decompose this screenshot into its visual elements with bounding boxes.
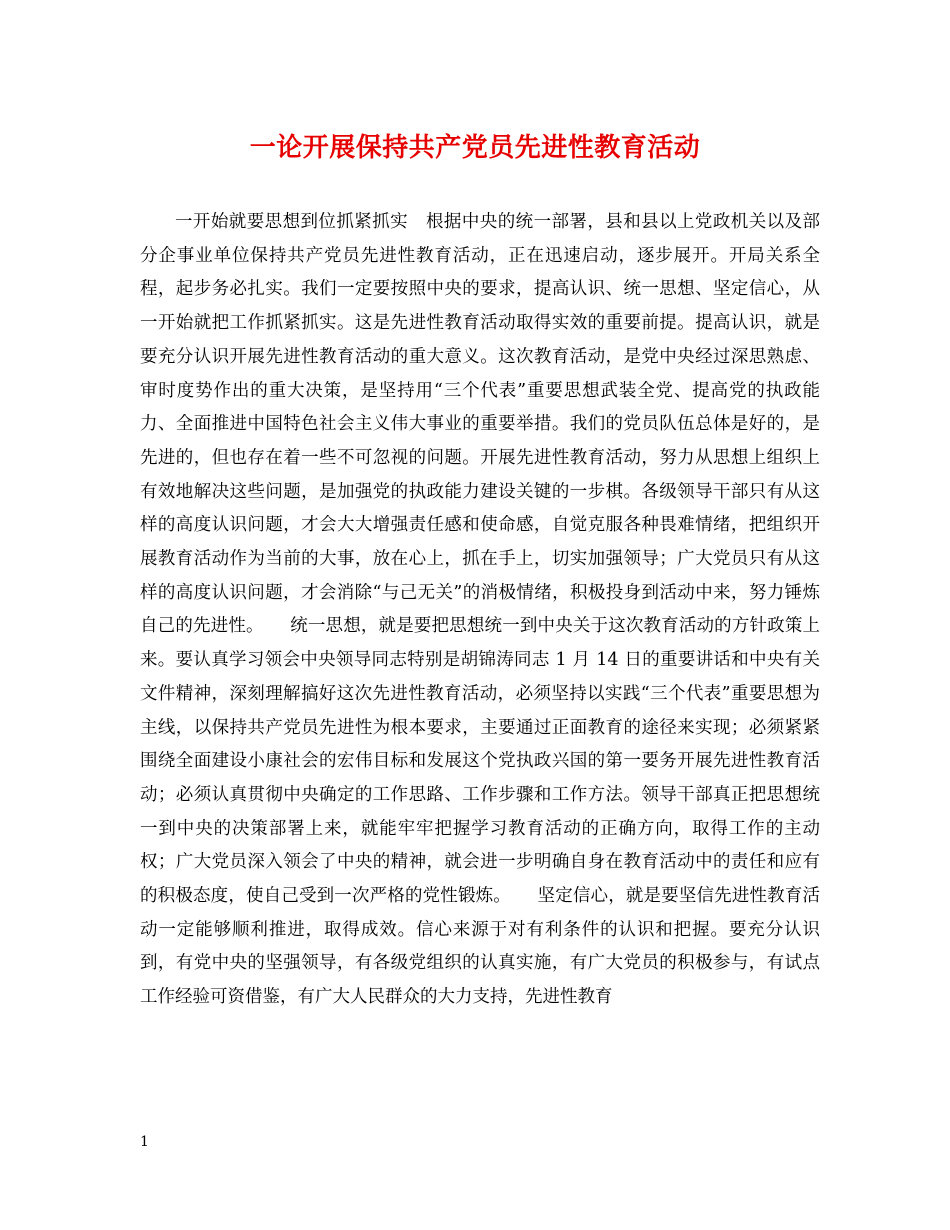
- document-body: 一开始就要思想到位抓紧抓实 根据中央的统一部署，县和县以上党政机关以及部分企事业单位保持共产党员先进性教育活动，正在迅速启动，逐步展开。开局关系全程，起步务必扎实。我们一定要按照中央的要求，提高认识、统一思想、坚定信心，从一开始就把工作抓紧抓实。这是先进性教育活动取得实效的重要前提。提高认识，就是要充分认识开展先进性教育活动的重大意义。这次教育活动，是党中央经过深思熟虑、审时度势作出的重大决策，是坚持用“三个代表”重要思想武装全党、提高党的执政能力、全面推进中国特色社会主义伟大事业的重要举措。我们的党员队伍总体是好的，是先进的，但也存在着一些不可忽视的问题。开展先进性教育活动，努力从思想上组织上有效地解决这些问题，是加强党的执政能力建设关键的一步棋。各级领导干部只有从这样的高度认识问题，才会大大增强责任感和使命感，自觉克服各种畏难情绪，把组织开展教育活动作为当前的大事，放在心上，抓在手上，切实加强领导；广大党员只有从这样的高度认识问题，才会消除“与己无关”的消极情绪，积极投身到活动中来，努力锤炼自己的先进性。 统一思想，就是要把思想统一到中央关于这次教育活动的方针政策上来。要认真学习领会中央领导同志特别是胡锦涛同志 1 月 14 日的重要讲话和中央有关文件精神，深刻理解搞好这次先进性教育活动，必须坚持以实践“三个代表”重要思想为主线，以保持共产党员先进性为根本要求，主要通过正面教育的途径来实现；必须紧紧围绕全面建设小康社会的宏伟目标和发展这个党执政兴国的第一要务开展先进性教育活动；必须认真贯彻中央确定的工作思路、工作步骤和工作方法。领导干部真正把思想统一到中央的决策部署上来，就能牢牢把握学习教育活动的正确方向，取得工作的主动权；广大党员深入领会了中央的精神，就会进一步明确自身在教育活动中的责任和应有的积极态度，使自己受到一次严格的党性锻炼。 坚定信心，就是要坚信先进性教育活动一定能够顺利推进，取得成效。信心来源于对有利条件的认识和把握。要充分认识到，有党中央的坚强领导，有各级党组织的认真实施，有广大党员的积极参与，有试点工作经验可资借鉴，有广大人民群众的大力支持，先进性教育: [140, 212, 820, 1008]
- page-number: 1: [140, 1134, 149, 1150]
- document-title: 一论开展保持共产党员先进性教育活动: [249, 133, 701, 163]
